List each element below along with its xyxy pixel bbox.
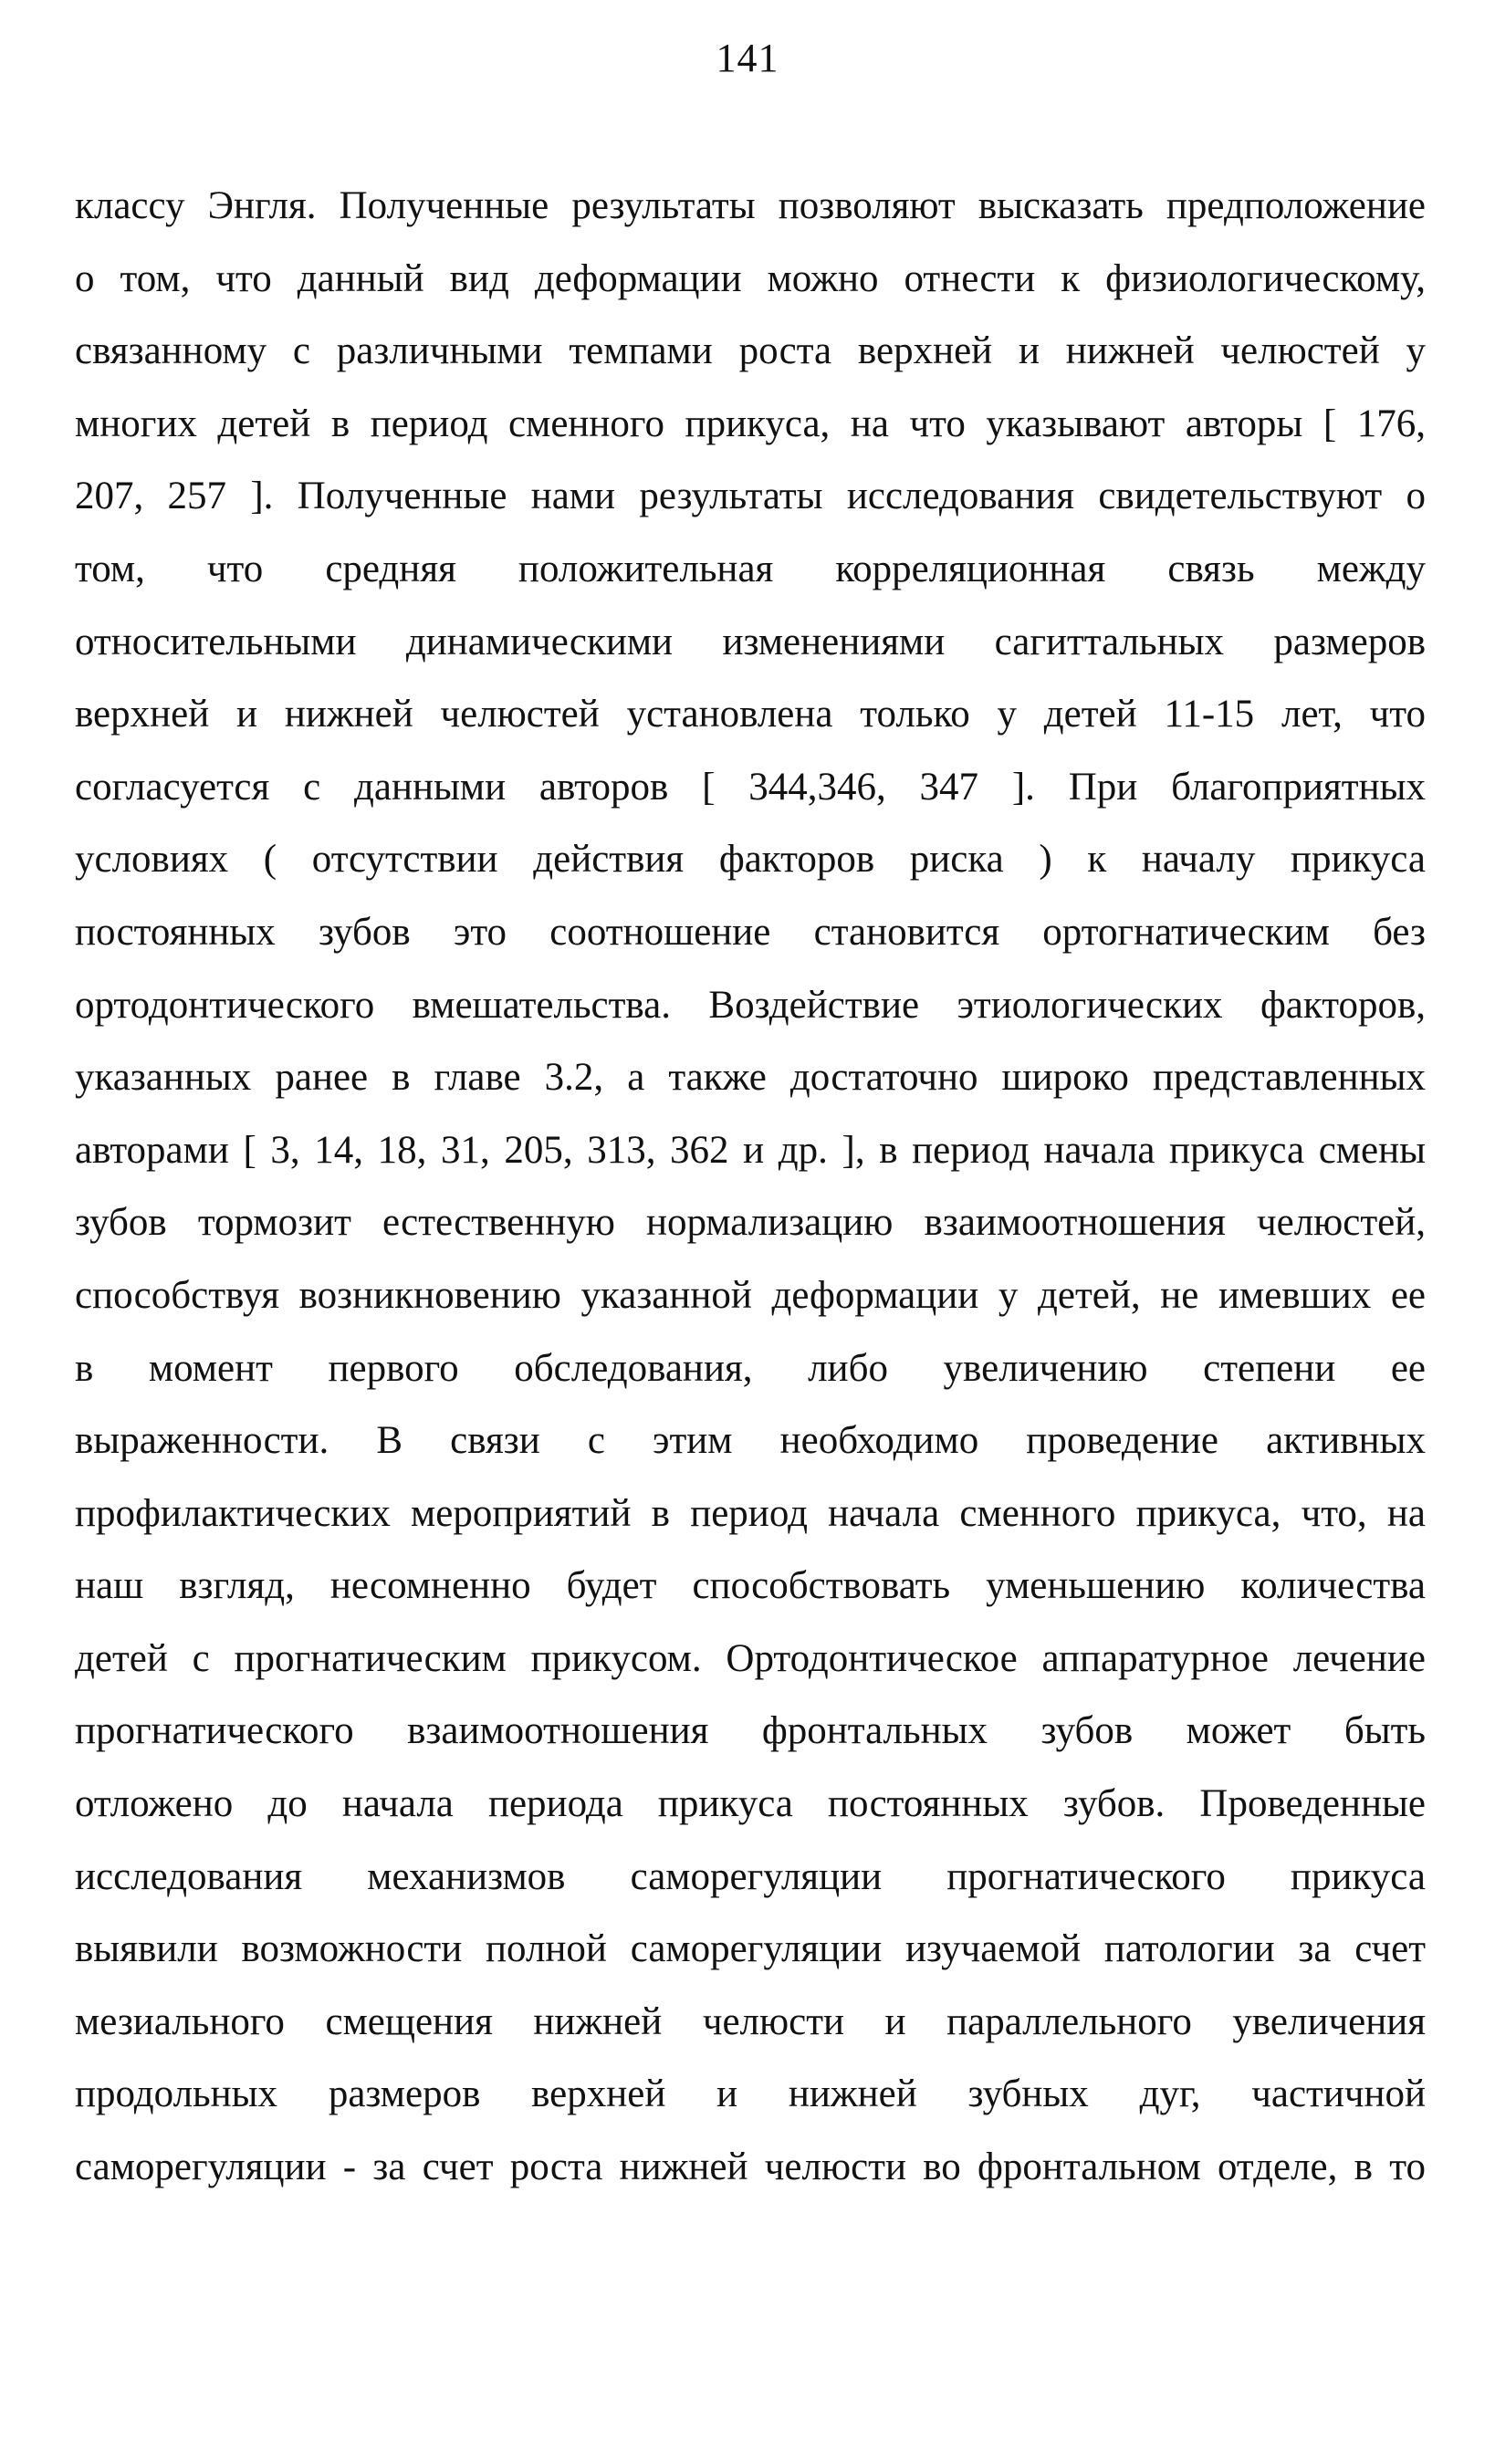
text-line: наш взгляд, несомненно будет способствовать уменьшению количества: [75, 1564, 1426, 1608]
text-line: способствуя возникновению указанной деформации у детей, не имевших ее: [75, 1273, 1426, 1317]
body-text: [75, 170, 1426, 2204]
text-line: согласуется с данными авторов [ 344,346, 347 ]. При благоприятных: [75, 765, 1426, 809]
text-line: продольных размеров верхней и нижней зубных дуг, частичной: [75, 2072, 1426, 2116]
text-line: в момент первого обследования, либо увеличению степени ее: [75, 1346, 1426, 1390]
text-line: относительными динамическими изменениями сагиттальных размеров: [75, 620, 1426, 663]
text-line: саморегуляции - за счет роста нижней челюсти во фронтальном отделе, в то: [75, 2146, 1426, 2189]
text-line: том, что средняя положительная корреляционная связь между: [75, 547, 1426, 590]
text-line: прогнатического взаимоотношения фронтальных зубов может быть: [75, 1709, 1426, 1753]
text-line: отложено до начала периода прикуса постоянных зубов. Проведенные: [75, 1782, 1426, 1826]
text-line: 207, 257 ]. Полученные нами результаты исследования свидетельствуют о: [75, 475, 1426, 518]
text-line: связанному с различными темпами роста верхней и нижней челюстей у: [75, 329, 1426, 373]
text-line: указанных ранее в главе 3.2, а также достаточно широко представленных: [75, 1056, 1426, 1100]
text-line: ортодонтического вмешательства. Воздействие этиологических факторов,: [75, 983, 1426, 1027]
text-line: классу Энгля. Полученные результаты позволяют высказать предположение: [75, 184, 1426, 227]
text-line: верхней и нижней челюстей установлена только у детей 11-15 лет, что: [75, 693, 1426, 736]
text-line: мезиального смещения нижней челюсти и параллельного увеличения: [75, 1999, 1426, 2043]
text-line: выявили возможности полной саморегуляции изучаемой патологии за счет: [75, 1927, 1426, 1971]
text-line: исследования механизмов саморегуляции прогнатического прикуса: [75, 1854, 1426, 1898]
text-line: профилактических мероприятий в период начала сменного прикуса, что, на: [75, 1491, 1426, 1535]
text-line: о том, что данный вид деформации можно отнести к физиологическому,: [75, 256, 1426, 300]
text-line: зубов тормозит естественную нормализацию взаимоотношения челюстей,: [75, 1201, 1426, 1245]
text-line: авторами [ 3, 14, 18, 31, 205, 313, 362 и др. ], в период начала прикуса смены: [75, 1128, 1426, 1172]
text-line: детей с прогнатическим прикусом. Ортодонтическое аппаратурное лечение: [75, 1636, 1426, 1680]
page-number: 141: [716, 36, 779, 80]
text-line: условиях ( отсутствии действия факторов риска ) к началу прикуса: [75, 838, 1426, 882]
text-line: многих детей в период сменного прикуса, на что указывают авторы [ 176,: [75, 402, 1426, 445]
text-line: выраженности. В связи с этим необходимо проведение активных: [75, 1419, 1426, 1463]
text-line: постоянных зубов это соотношение становится ортогнатическим без: [75, 910, 1426, 954]
